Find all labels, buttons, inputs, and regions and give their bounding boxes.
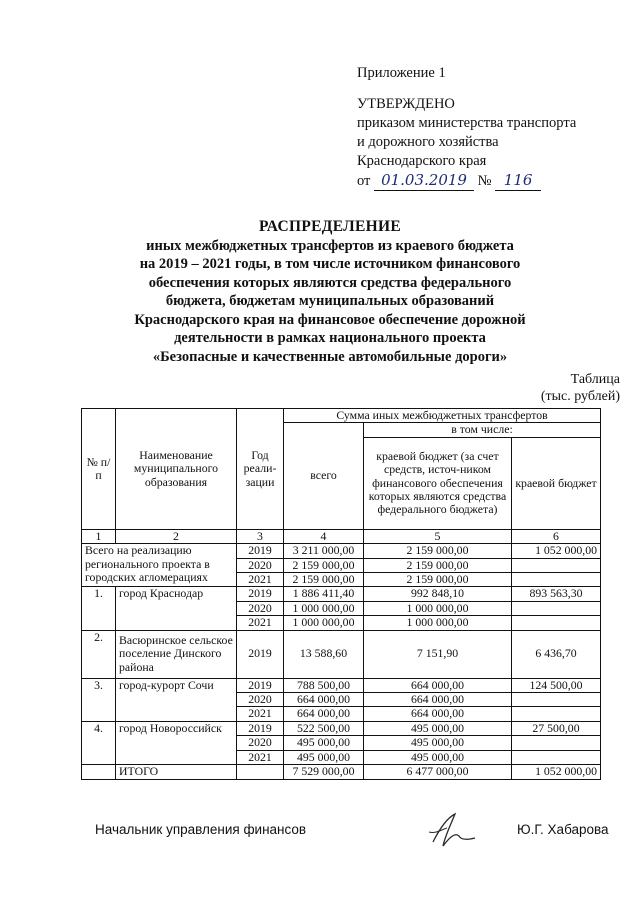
row-fed: 664 000,00 bbox=[364, 707, 512, 721]
row-total: 788 500,00 bbox=[284, 678, 364, 692]
approval-block bbox=[357, 64, 576, 191]
row-total: 1 000 000,00 bbox=[284, 616, 364, 630]
header-year: Год реали-зации bbox=[237, 409, 284, 530]
row-fed: 664 000,00 bbox=[364, 678, 512, 692]
row-fed: 1 000 000,00 bbox=[364, 601, 512, 615]
row-name: Всего на реализацию регионального проекта в городских агломерациях bbox=[82, 544, 237, 587]
row-fed: 2 159 000,00 bbox=[364, 573, 512, 587]
row-fed: 992 848,10 bbox=[364, 587, 512, 601]
header-including: в том числе: bbox=[364, 423, 601, 437]
total-label: ИТОГО bbox=[116, 765, 237, 779]
signatory-position: Начальник управления финансов bbox=[95, 822, 307, 837]
col-number: 2 bbox=[116, 529, 237, 543]
total-year-empty bbox=[237, 765, 284, 779]
total-num-empty bbox=[82, 765, 116, 779]
order-date-line bbox=[357, 171, 576, 191]
col-number: 5 bbox=[364, 529, 512, 543]
row-num: 2. bbox=[82, 630, 116, 678]
table-caption bbox=[541, 371, 620, 405]
row-num: 3. bbox=[82, 678, 116, 721]
approved-word: УТВЕРЖДЕНО bbox=[357, 96, 455, 112]
row-total: 1 000 000,00 bbox=[284, 601, 364, 615]
title-line: иных межбюджетных трансфертов из краевого бюджета bbox=[146, 237, 514, 254]
row-reg: 124 500,00 bbox=[512, 678, 601, 692]
title-line: бюджета, бюджетам муниципальных образований bbox=[165, 293, 495, 309]
title-line: обеспечения которых являются средства федерального bbox=[148, 274, 512, 291]
approved-line-3: Краснодарского края bbox=[357, 153, 487, 169]
row-reg bbox=[512, 601, 601, 615]
signatory-name: Ю.Г. Хабарова bbox=[517, 822, 609, 837]
row-fed: 7 151,90 bbox=[364, 630, 512, 678]
order-date: 01.03.2019 bbox=[374, 171, 474, 191]
title-line: на 2019 – 2021 годы, в том числе источником финансового bbox=[139, 256, 521, 272]
row-fed: 2 159 000,00 bbox=[364, 558, 512, 572]
row-year: 2020 bbox=[237, 693, 284, 707]
row-num: 1. bbox=[82, 587, 116, 630]
row-year: 2020 bbox=[237, 736, 284, 750]
total-reg: 1 052 000,00 bbox=[512, 765, 601, 779]
table-word: Таблица bbox=[570, 372, 620, 387]
row-year: 2019 bbox=[237, 678, 284, 692]
total-total: 7 529 000,00 bbox=[284, 765, 364, 779]
col-number: 1 bbox=[82, 529, 116, 543]
header-regional: краевой бюджет bbox=[512, 437, 601, 529]
table-units: (тыс. рублей) bbox=[540, 389, 620, 404]
title-line: Краснодарского края на финансовое обеспечение дорожной bbox=[134, 311, 526, 328]
row-year: 2021 bbox=[237, 616, 284, 630]
row-reg bbox=[512, 707, 601, 721]
order-number: 116 bbox=[495, 171, 541, 191]
header-num: № п/п bbox=[82, 409, 116, 530]
row-reg bbox=[512, 736, 601, 750]
row-name: Васюринское сельское поселение Динского района bbox=[116, 630, 237, 678]
title-line: деятельности в рамках национального проекта bbox=[174, 330, 486, 346]
row-total: 2 159 000,00 bbox=[284, 573, 364, 587]
row-total: 664 000,00 bbox=[284, 707, 364, 721]
row-num: 4. bbox=[82, 721, 116, 764]
row-total: 3 211 000,00 bbox=[284, 544, 364, 558]
distribution-table bbox=[81, 408, 601, 780]
row-reg bbox=[512, 750, 601, 764]
row-year: 2019 bbox=[237, 587, 284, 601]
header-sum: Сумма иных межбюджетных трансфертов bbox=[284, 409, 601, 423]
col-number: 3 bbox=[237, 529, 284, 543]
row-reg bbox=[512, 616, 601, 630]
row-total: 495 000,00 bbox=[284, 750, 364, 764]
row-reg bbox=[512, 573, 601, 587]
row-name: город Новороссийск bbox=[116, 721, 237, 764]
row-total: 13 588,60 bbox=[284, 630, 364, 678]
row-reg bbox=[512, 693, 601, 707]
total-row bbox=[82, 765, 601, 779]
row-total: 495 000,00 bbox=[284, 736, 364, 750]
header-regional-fed: краевой бюджет (за счет средств, источ-ником финансового обеспечения которых являются средства федерального бюджета) bbox=[364, 437, 512, 529]
row-total: 522 500,00 bbox=[284, 721, 364, 735]
appendix-label: Приложение 1 bbox=[357, 65, 446, 81]
header-name: Наименование муниципального образования bbox=[116, 409, 237, 530]
from-label: от bbox=[357, 173, 371, 189]
col-number: 6 bbox=[512, 529, 601, 543]
number-label: № bbox=[477, 173, 492, 189]
row-fed: 495 000,00 bbox=[364, 721, 512, 735]
row-reg: 893 563,30 bbox=[512, 587, 601, 601]
table-row bbox=[82, 630, 601, 678]
row-total: 2 159 000,00 bbox=[284, 558, 364, 572]
row-name: город-курорт Сочи bbox=[116, 678, 237, 721]
row-fed: 664 000,00 bbox=[364, 693, 512, 707]
header-total: всего bbox=[284, 423, 364, 529]
approved-line-2: и дорожного хозяйства bbox=[357, 134, 499, 150]
table-row bbox=[82, 544, 601, 558]
row-year: 2021 bbox=[237, 573, 284, 587]
table-row bbox=[82, 721, 601, 735]
table-row bbox=[82, 587, 601, 601]
row-year: 2021 bbox=[237, 750, 284, 764]
row-fed: 495 000,00 bbox=[364, 750, 512, 764]
title-main: РАСПРЕДЕЛЕНИЕ bbox=[259, 218, 401, 235]
approved-line-1: приказом министерства транспорта bbox=[357, 115, 577, 131]
total-fed: 6 477 000,00 bbox=[364, 765, 512, 779]
row-fed: 495 000,00 bbox=[364, 736, 512, 750]
row-year: 2020 bbox=[237, 558, 284, 572]
table-row bbox=[82, 678, 601, 692]
row-fed: 2 159 000,00 bbox=[364, 544, 512, 558]
col-number: 4 bbox=[284, 529, 364, 543]
row-year: 2019 bbox=[237, 721, 284, 735]
row-year: 2019 bbox=[237, 630, 284, 678]
row-year: 2021 bbox=[237, 707, 284, 721]
row-reg: 6 436,70 bbox=[512, 630, 601, 678]
row-reg: 27 500,00 bbox=[512, 721, 601, 735]
row-total: 1 886 411,40 bbox=[284, 587, 364, 601]
title-line: «Безопасные и качественные автомобильные дороги» bbox=[152, 348, 508, 365]
row-name: город Краснодар bbox=[116, 587, 237, 630]
row-year: 2020 bbox=[237, 601, 284, 615]
signature-icon bbox=[425, 810, 485, 850]
row-fed: 1 000 000,00 bbox=[364, 616, 512, 630]
row-reg: 1 052 000,00 bbox=[512, 544, 601, 558]
row-reg bbox=[512, 558, 601, 572]
row-total: 664 000,00 bbox=[284, 693, 364, 707]
row-year: 2019 bbox=[237, 544, 284, 558]
document-title bbox=[120, 218, 540, 366]
